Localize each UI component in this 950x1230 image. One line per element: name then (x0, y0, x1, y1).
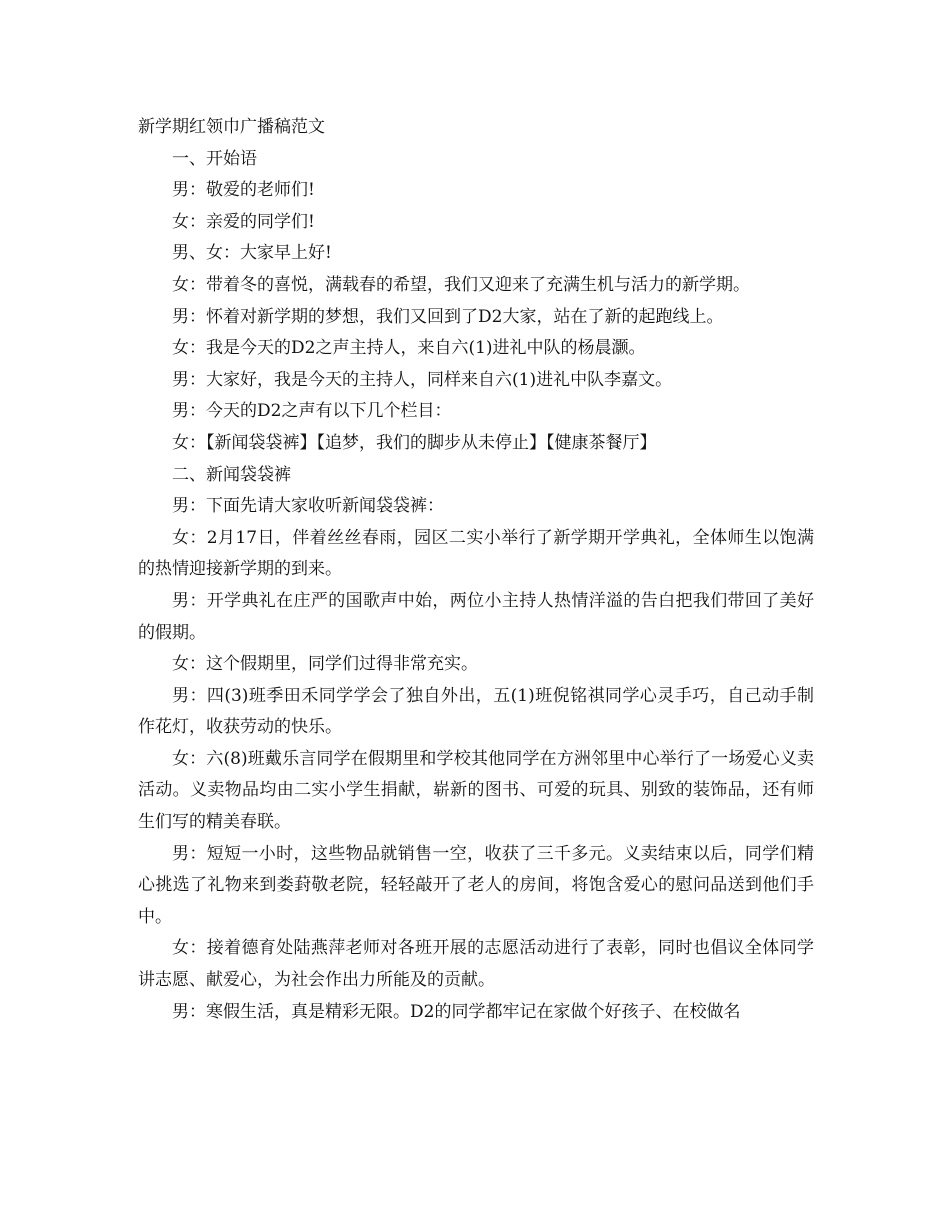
document-body (138, 112, 814, 1028)
paragraph: 男：四(3)班季田禾同学学会了独自外出，五(1)班倪铭祺同学心灵手巧，自己动手制作花灯，收获劳动的快乐。 (138, 685, 814, 738)
paragraph: 男：短短一小时，这些物品就销售一空，收获了三千多元。义卖结束以后，同学们精心挑选了礼物来到娄葑敬老院，轻轻敲开了老人的房间，将饱含爱心的慰问品送到他们手中。 (138, 843, 814, 927)
paragraph: 二、新闻袋袋裤 (172, 464, 291, 485)
paragraph: 男：大家好，我是今天的主持人，同样来自六(1)进礼中队李嘉文。 (172, 369, 673, 390)
paragraph: 女：带着冬的喜悦，满载春的希望，我们又迎来了充满生机与活力的新学期。 (172, 274, 750, 295)
paragraph: 男：敬爱的老师们! (172, 180, 315, 201)
paragraph: 一、开始语 (172, 148, 257, 169)
paragraph: 男：下面先请大家收听新闻袋袋裤： (172, 496, 444, 517)
paragraph: 男、女：大家早上好! (172, 243, 332, 264)
paragraph: 女：这个假期里，同学们过得非常充实。 (172, 654, 478, 675)
paragraph: 女：我是今天的D2之声主持人，来自六(1)进礼中队的杨晨灏。 (172, 338, 646, 359)
paragraph: 女：2月17日，伴着丝丝春雨，园区二实小举行了新学期开学典礼，全体师生以饱满的热情迎接新学期的到来。 (138, 527, 814, 580)
paragraph: 女：接着德育处陆燕萍老师对各班开展的志愿活动进行了表彰，同时也倡议全体同学讲志愿、献爱心，为社会作出力所能及的贡献。 (138, 938, 814, 991)
paragraph: 男：今天的D2之声有以下几个栏目： (172, 401, 452, 422)
document-title: 新学期红领巾广播稿范文 (138, 117, 325, 137)
paragraph: 男：开学典礼在庄严的国歌声中始，两位小主持人热情洋溢的告白把我们带回了美好的假期。 (138, 590, 814, 643)
paragraph: 男：怀着对新学期的梦想，我们又回到了D2大家，站在了新的起跑线上。 (172, 306, 724, 327)
paragraph: 女：【新闻袋袋裤】【追梦，我们的脚步从未停止】【健康茶餐厅】 (172, 432, 657, 453)
paragraph: 女：亲爱的同学们! (172, 211, 315, 232)
paragraph: 女：六(8)班戴乐言同学在假期里和学校其他同学在方洲邻里中心举行了一场爱心义卖活动。义卖物品均由二实小学生捐献，崭新的图书、可爱的玩具、别致的装饰品，还有师生们写的精美春联。 (138, 748, 814, 833)
paragraph: 男：寒假生活，真是精彩无限。D2的同学都牢记在家做个好孩子、在校做名 (172, 1001, 741, 1022)
